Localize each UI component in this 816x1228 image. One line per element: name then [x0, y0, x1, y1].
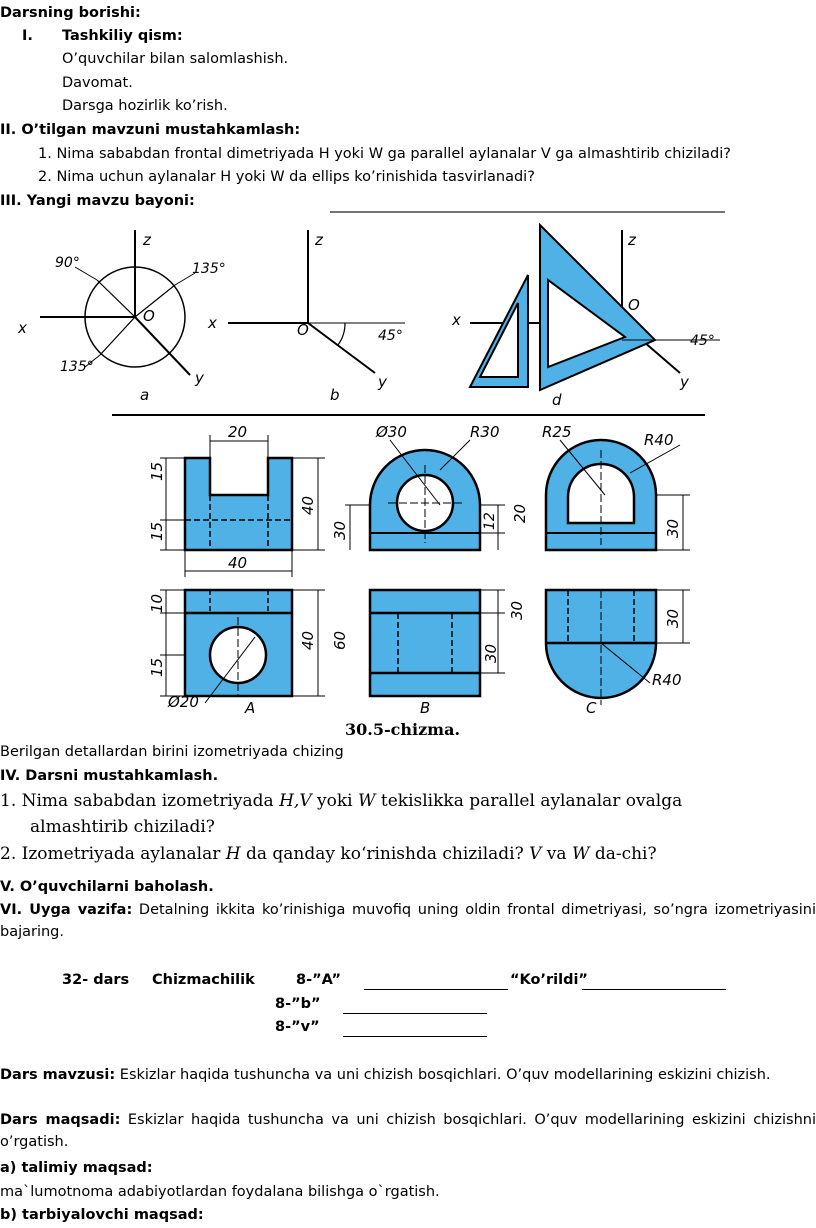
- signature-line: [343, 1036, 487, 1037]
- dim-label: 20: [511, 503, 529, 523]
- origin-label: O: [297, 321, 309, 339]
- dim-label: 30: [664, 518, 682, 538]
- dim-label: 30: [482, 643, 500, 663]
- question-2: [0, 845, 657, 863]
- dim-label: 30: [508, 600, 526, 620]
- angle-label: 45°: [690, 333, 715, 349]
- figure-caption: 30.5-chizma.: [345, 720, 461, 739]
- goal-label: Dars maqsadi:: [0, 1112, 121, 1128]
- dim-label: 40: [299, 495, 317, 515]
- question-text: da-chi?: [589, 844, 657, 864]
- axis-x-label: x: [208, 314, 217, 332]
- dim-label: R40: [652, 671, 682, 689]
- lesson-goal: [0, 1109, 816, 1153]
- axis-y-label: y: [378, 373, 387, 391]
- view-label-a: A: [245, 699, 256, 717]
- page-title: Darsning borishi:: [0, 5, 141, 21]
- dim-label: 40: [299, 630, 317, 650]
- question-text: 1. Nima sababdan izometriyada: [0, 791, 280, 811]
- dim-label: 10: [148, 593, 166, 613]
- question-text: 2. Izometriyada aylanalar: [0, 844, 226, 864]
- dim-label: 60: [331, 630, 349, 650]
- view-label-c: C: [586, 699, 597, 717]
- view-a-front: [185, 458, 292, 550]
- topic-label: Dars mavzusi:: [0, 1067, 116, 1083]
- origin-label: O: [143, 307, 155, 325]
- axis-x-label: x: [18, 319, 27, 337]
- class-a: 8-”A”: [296, 972, 342, 988]
- question-text: W: [358, 791, 376, 811]
- question-text: va: [541, 844, 572, 864]
- axes-panel-a: [40, 230, 195, 375]
- view-c-top: [546, 590, 656, 705]
- list-item: Darsga hozirlik ko’rish.: [62, 98, 228, 114]
- question-text: H: [225, 844, 241, 864]
- goal-text: Eskizlar haqida tushuncha va uni chizish bosqichlari. O’quv modellarining eskizini chizishni o’rgatish.: [0, 1112, 816, 1150]
- panel-label-a: a: [140, 386, 150, 404]
- panel-label-b: b: [330, 386, 340, 404]
- section6-title: VI. Uyga vazifa:: [0, 902, 133, 918]
- signature-line: [364, 989, 508, 990]
- question-text: tekislikka parallel aylanalar ovalga: [375, 791, 683, 811]
- axis-z-label: z: [315, 231, 323, 249]
- view-a-top: [185, 590, 292, 696]
- dim-label: 15: [148, 521, 166, 541]
- section6-paragraph: [0, 899, 816, 943]
- origin-label: O: [628, 296, 640, 314]
- question-text: W: [571, 844, 590, 864]
- task-line: Berilgan detallardan birini izometriyada chizing: [0, 744, 344, 760]
- dim-label: Ø30: [376, 423, 407, 441]
- question-text: da qanday ko‘rinishda chiziladi?: [240, 844, 530, 864]
- dim-label: R30: [470, 423, 500, 441]
- topic-text: Eskizlar haqida tushuncha va uni chizish bosqichlari. O’quv modellarining eskizini chizish.: [115, 1067, 771, 1083]
- panel-label-d: d: [552, 391, 562, 409]
- list-item: 1. Nima sababdan frontal dimetriyada H yoki W ga parallel aylanalar V ga almashtirib chiziladi?: [38, 146, 731, 162]
- koʻrildi-label: “Ko’rildi”: [510, 972, 588, 988]
- axis-y-label: y: [195, 369, 204, 387]
- dim-label: Ø20: [168, 693, 199, 711]
- view-c-front: [546, 440, 656, 550]
- angle-label: 135°: [192, 261, 226, 277]
- dim-label: R40: [644, 431, 674, 449]
- lesson-number: 32- dars: [62, 972, 130, 988]
- view-b-top: [370, 590, 480, 696]
- class-v: 8-”v”: [275, 1019, 320, 1035]
- angle-label: 135°: [60, 359, 94, 375]
- section2-title: II. O’tilgan mavzuni mustahkamlash:: [0, 122, 301, 138]
- dim-label: 15: [148, 461, 166, 481]
- dim-label: 40: [228, 554, 248, 572]
- axes-panel-b: [228, 230, 405, 373]
- section3-title: III. Yangi mavzu bayoni:: [0, 193, 195, 209]
- question-text: yoki: [311, 791, 358, 811]
- section5-title: V. O’quvchilarni baholash.: [0, 879, 214, 895]
- goal-b-label: b) tarbiyalovchi maqsad:: [0, 1207, 204, 1223]
- dim-label: 20: [228, 423, 248, 441]
- axis-x-label: x: [452, 311, 461, 329]
- angle-label: 45°: [378, 328, 403, 344]
- section1-title: Tashkiliy qism:: [62, 28, 183, 44]
- goal-a-text: ma`lumotnoma adabiyotlardan foydalana bilishga o`rgatish.: [0, 1184, 440, 1200]
- dim-label: 12: [482, 512, 498, 530]
- class-b: 8-”b”: [275, 996, 321, 1012]
- goal-a-label: a) talimiy maqsad:: [0, 1160, 153, 1176]
- question-text: H,V: [279, 791, 312, 811]
- view-b-front: [370, 450, 480, 550]
- axis-z-label: z: [628, 231, 636, 249]
- question-1-line2: almashtirib chiziladi?: [30, 817, 215, 837]
- question-1: [0, 792, 682, 810]
- dim-label: R25: [542, 423, 572, 441]
- list-item: O’quvchilar bilan salomlashish.: [62, 51, 289, 67]
- section6-text: Detalning ikkita ko’rinishiga muvofiq uning oldin frontal dimetriyasi, so’ngra izometriyasini bajaring.: [0, 902, 816, 940]
- axis-z-label: z: [143, 231, 151, 249]
- angle-label: 90°: [55, 255, 80, 271]
- dim-label: 15: [148, 657, 166, 677]
- dim-label: 30: [331, 520, 349, 540]
- section4-title: IV. Darsni mustahkamlash.: [0, 768, 219, 784]
- view-label-b: B: [420, 699, 431, 717]
- dim-label: 30: [664, 608, 682, 628]
- list-item: 2. Nima uchun aylanalar H yoki W da ellips ko’rinishida tasvirlanadi?: [38, 169, 535, 185]
- section1-number: I.: [22, 28, 33, 44]
- technical-drawing-figure: [0, 205, 816, 740]
- axis-y-label: y: [680, 373, 689, 391]
- lesson-topic: [0, 1066, 771, 1084]
- list-item: Davomat.: [62, 75, 133, 91]
- question-text: V: [529, 844, 542, 864]
- lesson-subject: Chizmachilik: [152, 972, 255, 988]
- signature-line: [343, 1013, 487, 1014]
- signature-line: [582, 989, 726, 990]
